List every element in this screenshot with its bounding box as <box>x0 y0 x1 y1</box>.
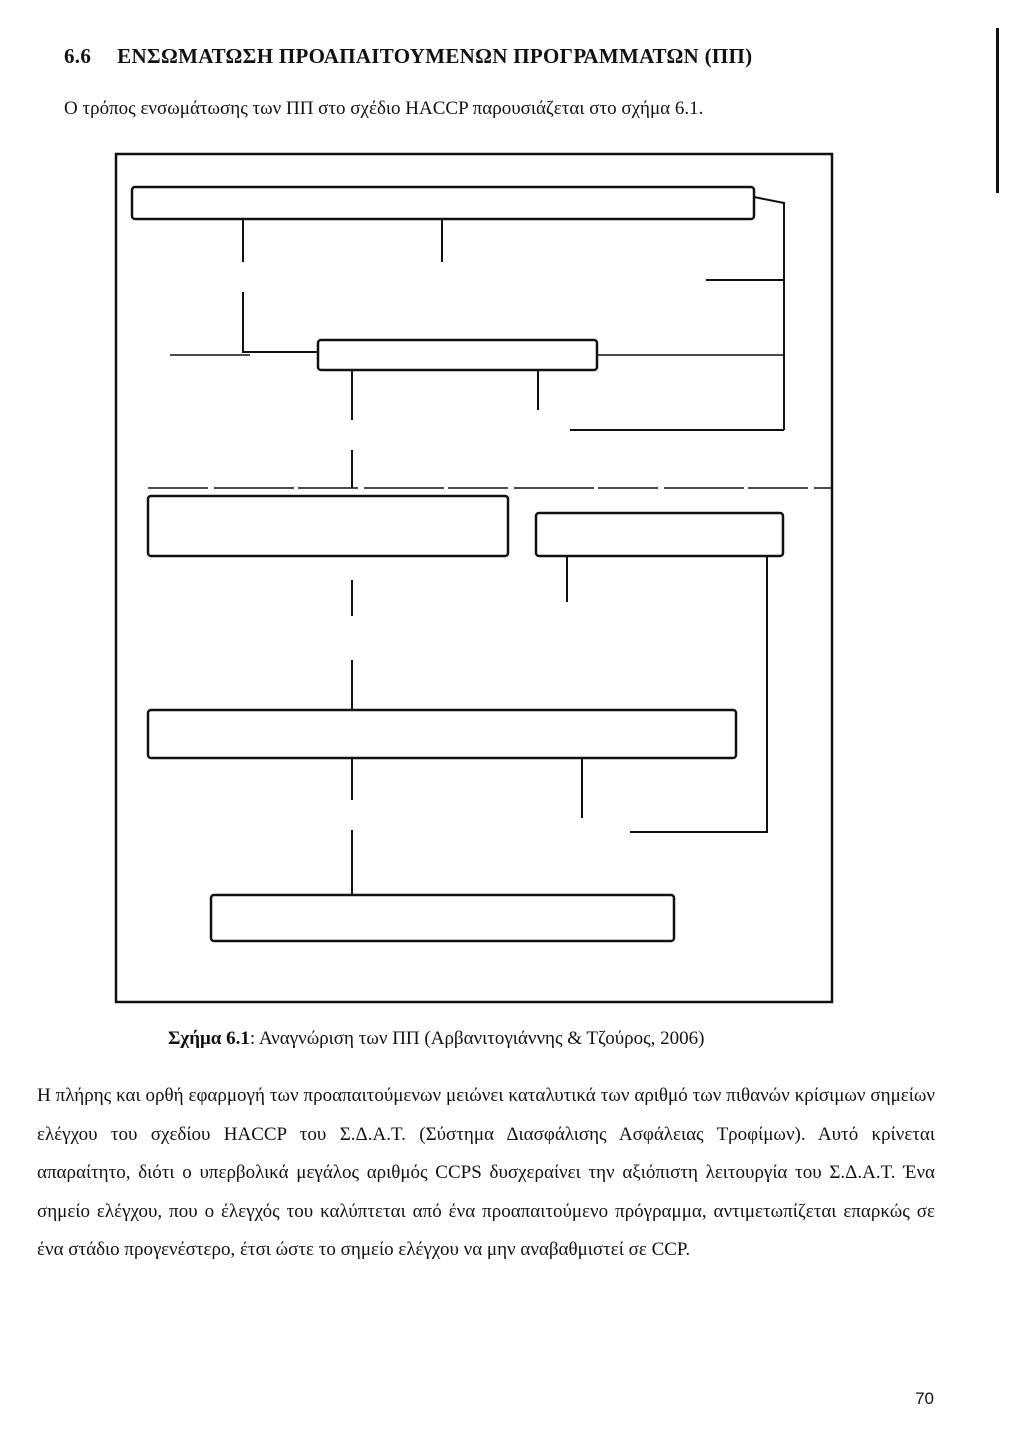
connector <box>243 292 318 352</box>
figure-frame <box>116 154 832 1002</box>
connector <box>630 556 767 832</box>
figure-label: Σχήμα 6.1 <box>168 1028 250 1049</box>
section-number: 6.6 <box>64 44 92 68</box>
section-title: ΕΝΣΩΜΑΤΩΣΗ ΠΡΟΑΠΑΙΤΟΥΜΕΝΩΝ ΠΡΟΓΡΑΜΜΑΤΩΝ (ΠΠ) <box>117 44 753 68</box>
body-paragraph: Η πλήρης και ορθή εφαρμογή των προαπαιτούμενων μειώνει καταλυτικά των αριθμό των πιθανών κρίσιμων σημείων ελέγχου του σχεδίου HACCP του Σ.Δ.Α.Τ. (Σύστημα Διασφάλισης Ασφάλειας Τροφίμων). Αυτό κρίνεται απαραίτητο, διότι ο υπερβολικά μεγάλος αριθμός CCPS δυσχεραίνει την αξιόπιστη λειτουργία του Σ.Δ.Α.Τ. Ένα σημείο ελέγχου, που ο έλεγχός του καλύπτεται από ένα προαπαιτούμενο πρόγραμμα, αντιμετωπίζεται επαρκώς σε ένα στάδιο προγενέστερο, έτσι ώστε το σημείο ελέγχου να μην αναβαθμιστεί σε CCP. <box>37 1085 935 1260</box>
flow-box-2 <box>318 340 597 370</box>
flow-box-6 <box>211 895 674 941</box>
flow-box-5 <box>148 710 736 758</box>
page-number: 70 <box>915 1389 934 1408</box>
flow-box-1 <box>132 187 754 219</box>
flow-box-4 <box>536 513 783 556</box>
flow-box-3 <box>148 496 508 556</box>
connector <box>754 197 784 430</box>
figure-caption <box>168 1028 704 1050</box>
figure-caption-text: : Αναγνώριση των ΠΠ (Αρβανιτογιάννης & Τζούρος, 2006) <box>249 1028 705 1049</box>
intro-text: Ο τρόπος ενσωμάτωσης των ΠΠ στο σχέδιο HACCP παρουσιάζεται στο σχήμα 6.1. <box>64 98 704 119</box>
